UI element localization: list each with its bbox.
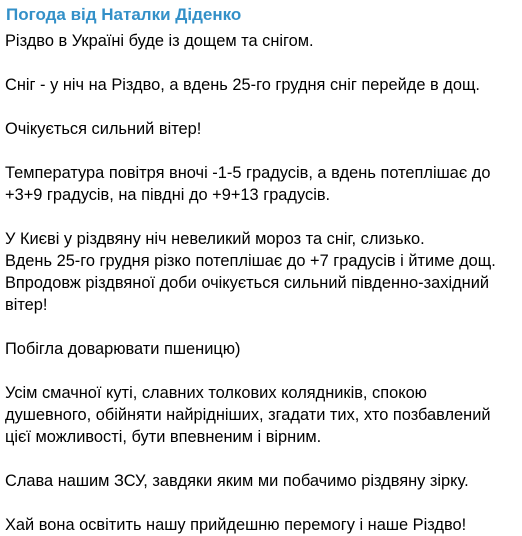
text-line: вітер! (5, 296, 48, 314)
text-line: цієї можливості, бути впевненим і вірним. (5, 428, 322, 446)
text-line: У Києві у різдвяну ніч невеликий мороз та сніг, слизько. (5, 230, 425, 248)
message-text (5, 30, 512, 536)
text-line: Слава нашим ЗСУ, завдяки яким ми побачимо різдвяну зірку. (5, 472, 469, 490)
paragraph (5, 162, 512, 206)
text-line: Побігла доварювати пшеницю) (5, 340, 241, 358)
text-line: душевного, обійняти найрідніших, згадати тих, хто позбавлений (5, 406, 491, 424)
paragraph (5, 74, 512, 96)
text-line: +3+9 градусів, на півдні до +9+13 градусів. (5, 186, 331, 204)
paragraph (5, 118, 512, 140)
paragraph (5, 338, 512, 360)
text-line: Впродовж різдвяної доби очікується сильний південно-західний (5, 274, 490, 292)
paragraph (5, 30, 512, 52)
text-line: Усім смачної куті, славних толкових колядників, спокою (5, 384, 427, 402)
text-line: Температура повітря вночі -1-5 градусів, а вдень потеплішає до (5, 164, 491, 182)
text-line: Вдень 25-го грудня різко потеплішає до +7 градусів і йтиме дощ. (5, 252, 496, 270)
paragraph (5, 382, 512, 448)
paragraph (5, 514, 512, 536)
sender-name[interactable]: Погода від Наталки Діденко (6, 5, 242, 24)
text-line: Різдво в Україні буде із дощем та снігом. (5, 32, 314, 50)
text-line: Очікується сильний вітер! (5, 120, 202, 138)
text-line: Сніг - у ніч на Різдво, а вдень 25-го грудня сніг перейде в дощ. (5, 76, 480, 94)
paragraph (5, 228, 512, 316)
paragraph (5, 470, 512, 492)
text-line: Хай вона освітить нашу прийдешню перемогу і наше Різдво! (5, 516, 467, 534)
